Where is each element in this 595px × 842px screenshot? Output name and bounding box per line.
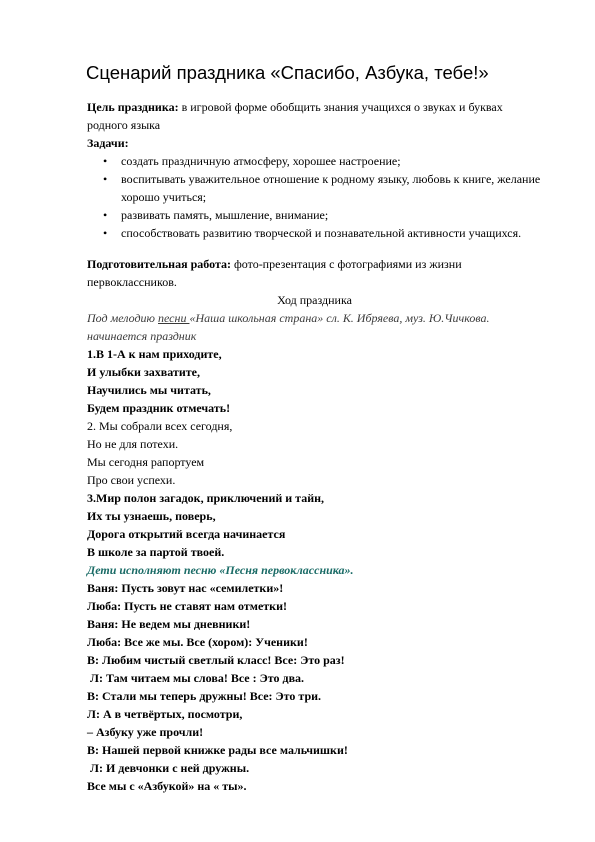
intro-after: «Наша школьная страна» сл. К. Ибряева, муз. Ю.Чичкова. начинается праздник xyxy=(87,311,490,343)
goal-text: в игровой форме обобщить знания учащихся о звуках и буквах родного языка xyxy=(87,100,503,132)
task-item: • воспитывать уважительное отношение к родному языку, любовь к книге, желание хорошо учиться; xyxy=(87,170,542,206)
verse-line: Научились мы читать, xyxy=(87,383,211,397)
verse-line: Про свои успехи. xyxy=(87,473,176,487)
prep-label: Подготовительная работа: xyxy=(87,257,231,271)
verse-line: Их ты узнаешь, поверь, xyxy=(87,509,216,523)
verse-line: 3.Мир полон загадок, приключений и тайн, xyxy=(87,491,325,505)
tasks-list xyxy=(87,152,542,242)
document-body xyxy=(87,98,542,795)
dialogue-line: В: Любим чистый светлый класс! Все: Это раз! xyxy=(87,653,345,667)
intro-before: Под мелодию xyxy=(87,311,159,325)
verse-3 xyxy=(87,489,542,561)
goal-paragraph xyxy=(87,98,542,134)
verse-line: Мы сегодня рапортуем xyxy=(87,455,205,469)
song-note: Дети исполняют песню «Песня первоклассника». xyxy=(87,563,354,577)
verse-2 xyxy=(87,417,542,489)
dialogue-line: Л: А в четвёртых, посмотри, xyxy=(87,707,243,721)
intro-underlined: песни xyxy=(158,311,190,325)
verse-line: И улыбки захватите, xyxy=(87,365,200,379)
dialogue-line: В: Нашей первой книжке рады все мальчишки! xyxy=(87,743,348,757)
verse-line: 2. Мы собрали всех сегодня, xyxy=(87,419,233,433)
dialogue-line: Все мы с «Азбукой» на « ты». xyxy=(87,779,247,793)
task-item: • развивать память, мышление, внимание; xyxy=(87,206,542,224)
verse-1 xyxy=(87,345,542,417)
task-item: • создать праздничную атмосферу, хорошее настроение; xyxy=(87,152,542,170)
dialogue-line: Люба: Пусть не ставят нам отметки! xyxy=(87,599,287,613)
course-heading: Ход праздника xyxy=(277,293,352,307)
prep-text: фото-презентация с фотографиями из жизни первоклассников. xyxy=(87,257,462,289)
dialogue-line: Л: Там читаем мы слова! Все : Это два. xyxy=(87,671,305,685)
prep-paragraph xyxy=(87,255,542,291)
verse-line: Дорога открытий всегда начинается xyxy=(87,527,286,541)
verse-line: 1.В 1-А к нам приходите, xyxy=(87,347,222,361)
verse-line: В школе за партой твоей. xyxy=(87,545,225,559)
dialogue-line: Л: И девчонки с ней дружны. xyxy=(87,761,250,775)
spacer xyxy=(87,242,542,255)
document-title: Сценарий праздника «Спасибо, Азбука, тебе!» xyxy=(86,62,489,83)
dialogue-line: – Азбуку уже прочли! xyxy=(87,725,204,739)
dialogue xyxy=(87,579,542,795)
dialogue-line: Ваня: Не ведем мы дневники! xyxy=(87,617,251,631)
tasks-label: Задачи: xyxy=(87,136,129,150)
dialogue-line: Люба: Все же мы. Все (хором): Ученики! xyxy=(87,635,308,649)
dialogue-line: В: Стали мы теперь дружны! Все: Это три. xyxy=(87,689,322,703)
verse-line: Но не для потехи. xyxy=(87,437,179,451)
intro-note xyxy=(87,309,542,345)
verse-line: Будем праздник отмечать! xyxy=(87,401,231,415)
goal-label: Цель праздника: xyxy=(87,100,179,114)
task-item: • способствовать развитию творческой и познавательной активности учащихся. xyxy=(87,224,542,242)
dialogue-line: Ваня: Пусть зовут нас «семилетки»! xyxy=(87,581,284,595)
